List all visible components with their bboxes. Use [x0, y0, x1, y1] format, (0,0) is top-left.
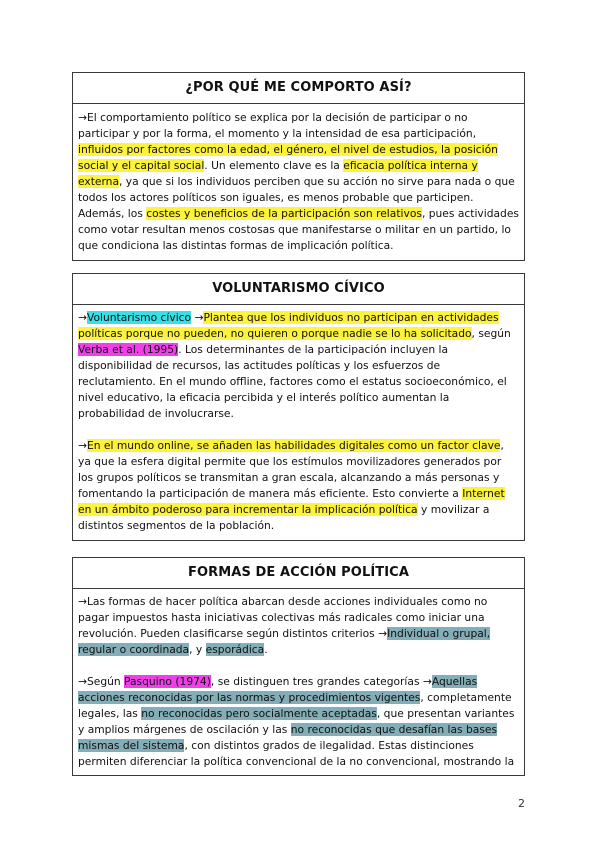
section-civic-voluntarism — [72, 273, 525, 541]
section-why-behave — [72, 72, 525, 261]
text-run: , ya que la esfera digital permite que los estímulos movilizadores generados por los grupos políticos se transmitan a gran escala, alcanzando a más personas y fomentando la participación de manera más eficiente. Esto convierte a — [78, 439, 504, 500]
section-title: VOLUNTARISMO CÍVICO — [73, 274, 524, 305]
highlighted-text: no reconocidas pero socialmente aceptadas — [141, 707, 377, 720]
section-body — [73, 104, 524, 260]
page-number: 2 — [518, 797, 525, 810]
highlighted-text: Internet en un ámbito poderoso para incrementar la implicación política — [78, 487, 505, 516]
text-run: →El comportamiento político se explica por la decisión de participar o no participar y por la forma, el momento y la intensidad de esa participación, — [78, 111, 477, 140]
highlighted-text: Plantea que los individuos no participan en actividades políticas porque no pueden, no quieren o porque nadie se lo ha solicitado — [78, 311, 499, 340]
highlighted-text: Voluntarismo cívico — [86, 311, 192, 324]
highlighted-text: costes y beneficios de la participación son relativos — [146, 207, 422, 220]
text-run: , ya que si los individuos perciben que su acción no sirve para nada o que todos los actores políticos son iguales, es menos probable que participen. Además, los — [78, 175, 515, 220]
text-run: y movilizar a distintos segmentos de la población. — [78, 503, 490, 532]
highlighted-text: eficacia política interna y externa — [78, 159, 478, 188]
text-run: , completamente legales, las — [78, 691, 512, 720]
section-political-action — [72, 557, 525, 776]
paragraph — [78, 674, 519, 770]
text-run: → — [191, 311, 204, 324]
text-run: , según — [471, 327, 511, 340]
highlighted-text: esporádica — [205, 643, 265, 656]
highlighted-text: Verba et al. (1995) — [78, 343, 179, 356]
section-title: ¿POR QUÉ ME COMPORTO ASÍ? — [73, 73, 524, 104]
highlighted-text: no reconocidas que desafían las bases mismas del sistema — [78, 723, 498, 752]
paragraph — [78, 310, 519, 422]
text-run: , pues actividades como votar resultan menos costosas que manifestarse o militar en un partido, lo que condiciona las distintas formas de implicación política. — [78, 207, 519, 252]
text-run: . Los determinantes de la participación incluyen la disponibilidad de recursos, las actitudes políticas y los esfuerzos de reclutamiento. En el mundo offline, factores como el estatus socioeconómico, el nivel educativo, la eficacia percibida y el interés político aumentan la probabilidad de involucrarse. — [78, 343, 507, 420]
paragraph — [78, 438, 519, 534]
text-run: → — [78, 439, 87, 452]
text-run: . Un elemento clave es la — [204, 159, 344, 172]
highlighted-text: En el mundo online, se añaden las habilidades digitales como un factor clave — [86, 439, 501, 452]
text-run: →Las formas de hacer política abarcan desde acciones individuales como no pagar impuestos hasta iniciativas colectivas más radicales como iniciar una revolución. Pueden clasificarse según distintos criterios → — [78, 595, 488, 640]
text-run: →Según — [78, 675, 125, 688]
highlighted-text: Individual o grupal, regular o coordinada — [78, 627, 491, 656]
text-run: , se distinguen tres grandes categorías → — [210, 675, 432, 688]
text-run: , que presentan variantes y amplios márgenes de oscilación y las — [78, 707, 515, 736]
text-run: . — [264, 643, 268, 656]
highlighted-text: Aquellas acciones reconocidas por las normas y procedimientos vigentes — [78, 675, 478, 704]
paragraph — [78, 594, 519, 658]
paragraph — [78, 110, 519, 254]
text-run: → — [78, 311, 87, 324]
highlighted-text: influidos por factores como la edad, el género, el nivel de estudios, la posición social y el capital social — [78, 143, 498, 172]
text-run: , y — [189, 643, 206, 656]
section-body — [73, 589, 524, 776]
section-title: FORMAS DE ACCIÓN POLÍTICA — [73, 558, 524, 589]
text-run: , con distintos grados de ilegalidad. Estas distinciones permiten diferenciar la política convencional de la no convencional, mostrando la — [78, 739, 515, 768]
section-body — [73, 305, 524, 540]
highlighted-text: Pasquino (1974) — [124, 675, 211, 688]
